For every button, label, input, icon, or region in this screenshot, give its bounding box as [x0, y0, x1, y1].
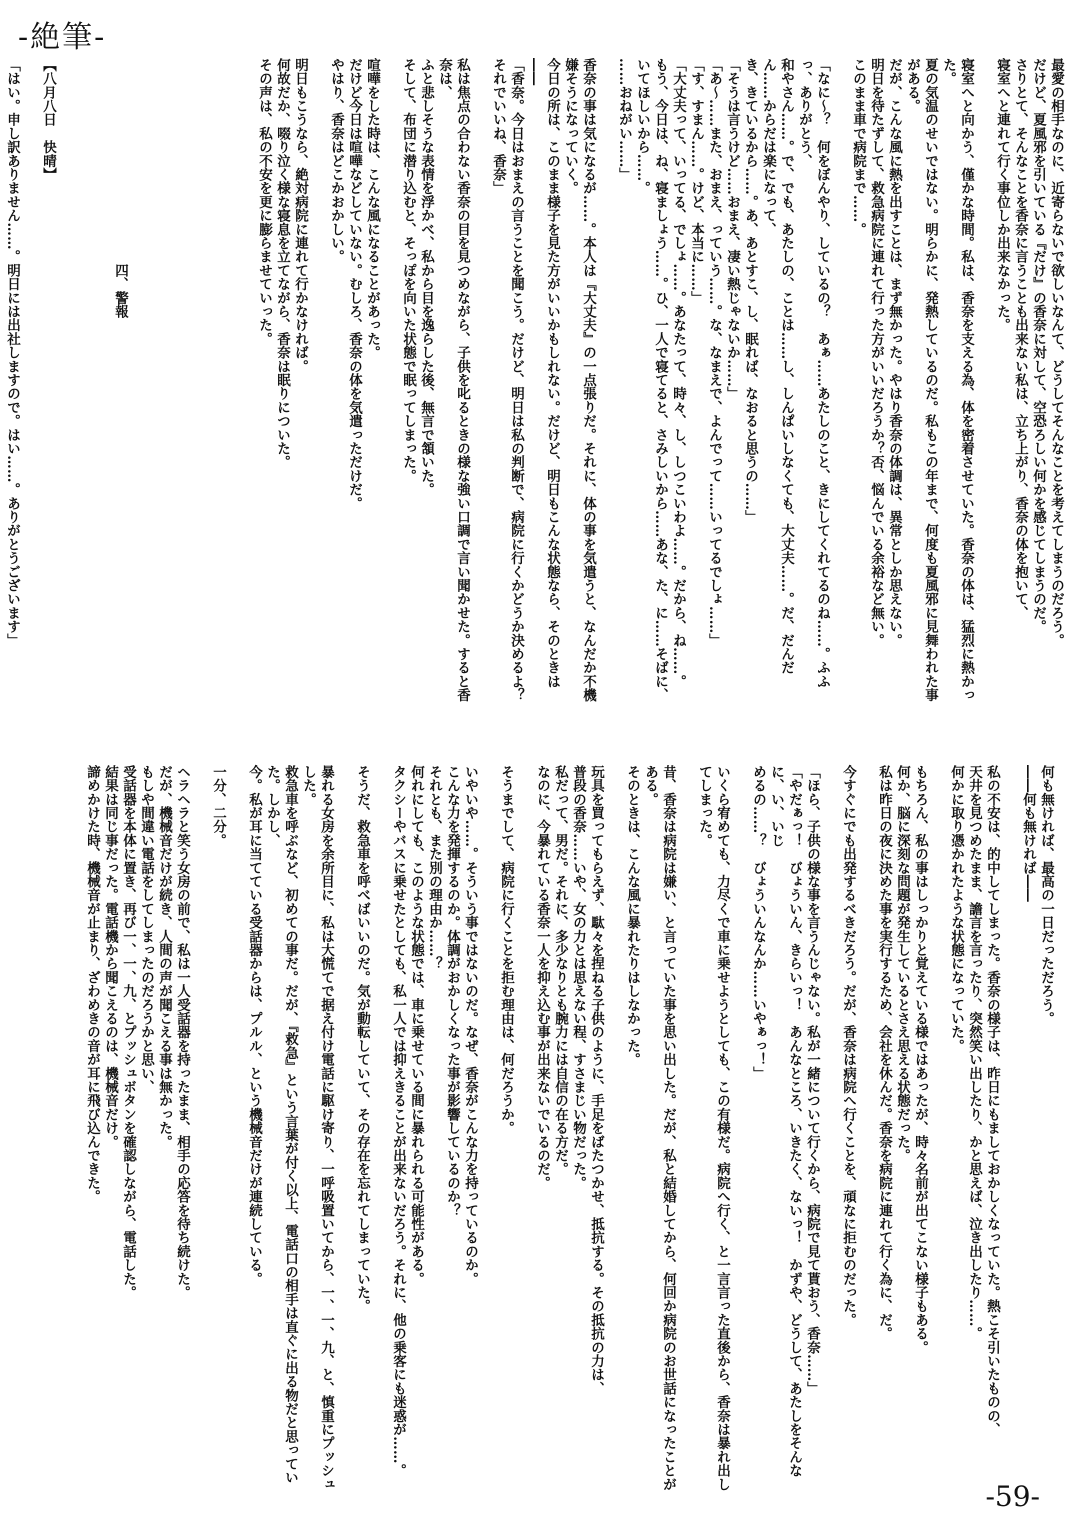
page-number: -59-: [985, 1480, 1040, 1513]
page-header: -絶筆-: [18, 20, 107, 55]
upper-text-block: 最愛の相手なのに、近寄らないで欲しいなんて、どうしてそんなことを考えてしまうのだろう。 だけど、夏風邪を引いている『だけ』の香奈に対して、空恐ろしい何かを感じてしまうのだ。 さりとて、そんなことを香奈に言うことも出来ない私は、立ち上がり、香奈の体を抱いて、 寝室へと連れて行く事位しか出来なかった。 寝室へと向かう、僅かな時間。私は、香奈を支える為、体を密着させていた。香奈の体は、猛烈に熱かった。 夏の気温のせいではない。明らかに、発熱しているのだ。私もこの年まで、何度も夏風邪に見舞われた事がある。 だが、こんな風に熱を出すことは、まず無かった。やはり香奈の体調は、異常としか思えない。 明日を待たずして、救急病院に連れて行った方がいいだろうか？否、悩んでいる余裕など無い。 このまま車で病院まで……。 「なに～？ 何をぼんやり、しているの？ あぁ……あたしのこと、きにしてくれてるのね……。ふふっ、ありがとう、 和やさん……。で、でも、あたしの、ことは……し、しんぱいしなくても、大丈夫……。だ、だんだん……からだは楽になって、 き、きているから……。あ、あとすこ、し、眠れば、なおると思うの……」 「そうは言うけど……おまえ、凄い熱じゃないか……」 「あ～……また、おまえ、っていう……。な、なまえで、よんでって……いってるでしょ……」 「す、すまん……。けど、本当に……」 「大丈夫って、いってる、でしょ……。あなたって、時々、し、しつこいわよ……。だから、ね……。 もう、今日は、ね、寝ましょう……。ひ、一人で寝てると、さみしいから……あな、た、に……そばに、いてほしいから……。 ……おねがい……」 香奈の事は気になるが……。本人は『大丈夫』の一点張りだ。それに、体の事を気遣うと、なんだか不機嫌そうになっていく。 今日の所は、このまま様子を見た方がいいかもしれない。だけど、明日もこんな状態なら、そのときは―― 「香奈。今日はおまえの言うことを聞こう。だけど、明日は私の判断で、病院に行くかどうか決めるよ？ それでいいね、香奈」 私は焦点の合わない香奈の目を見つめながら、子供を叱るときの様な強い口調で言い聞かせた。すると香奈は、 ふと悲しそうな表情を浮かべ、私から目を逸らした後、無言で頷いた。 そして、布団に潜り込むと、そっぽを向いた状態で眠ってしまった。 喧嘩をした時は、こんな風になることがあった。 だけど今日は喧嘩などしていない。むしろ、香奈の体を気遣っただけだ。 やはり、香奈はどこかおかしい。 明日もこうなら、絶対病院に連れて行かなければ。 何故だか、啜り泣く様な寝息を立てながら、香奈は眠りについた。 その声は、私の不安を更に膨らませていった。 四、警報 【八月八日 快晴】 「はい。申し訳ありません……。明日には出社しますので。はい……。ありがとうございます」: [4, 58, 1064, 702]
lower-text-block: 何も無ければ、最高の一日だっただろう。 ――何も無ければ―― 私の不安は、的中してしまった。香奈の様子は、昨日にもましておかしくなっていた。熱こそ引いたものの、 天井を見つめたまま、譫言を言ったり、突然笑い出したり、かと思えば、泣き出したり……。 何かに取り憑かれたような状態になっていた。 もちろん、私の事はしっかりと覚えている様ではあったが、時々名前が出てこない様子もある。 何か、脳に深刻な問題が発生しているとさえ思える状態だった。 私は昨日の夜に決めた事を実行するため、会社を休んだ。香奈を病院に連れて行く為に、だ。 今すぐにでも出発するべきだろう。だが、香奈は病院へ行くことを、頑なに拒むのだった。 「ほら、子供の様な事を言うんじゃない。私が一緒について行くから、病院で見て貰おう、香奈……」 「やだぁっ！ びょういん、きらいっ！ あんなところ、いきたく、ないっ！ かずや、どうして、あたしをそんなに、い、いじ めるの……？ びょういんなんか……いやぁっ！」 いくら宥めても、力尽くで車に乗せようとしても、この有様だ。病院へ行く、と一言言った直後から、香奈は暴れ出してしまった。 昔、香奈は病院は嫌い、と言っていた事を思い出した。だが、私と結婚してから、何回か病院のお世話になったことがある。 そのときは、こんな風に暴れたりはしなかった。 玩具を買ってもらえず、駄々を捏ねる子供のように、手足をばたつかせ、抵抗する。その抵抗の力は、 普段の香奈……いや、女の力とは思えない程、すさまじい物だった。 私だって、男だ。それに、多少なりとも腕力には自信の在る方だ。 なのに、今暴れている香奈一人を抑え込む事が出来ないでいるのだ。 そうまでして、病院に行くことを拒む理由は、何だろうか。 いやいや……。そういう事ではないのだ。なぜ、香奈がこんな力を持っているのか。 こんな力を発揮するのか。体調がおかしくなった事が影響しているのか？ それとも、また別の理由か……？ 何れにしても、このような状態では、車に乗せている間に暴れられる可能性がある。 タクシーやバスに乗せたとしても、私一人では抑えきることが出来ないだろう。それに、他の乗客にも迷惑が……。 そうだ、救急車を呼べばいいのだ。気が動転していて、その存在を忘れてしまっていた。 暴れる女房を余所目に、私は大慌てで据え付け電話に駆け寄り、一呼吸置いてから、一、一、九、と、慎重にプッシュした。 救急車を呼ぶなど、初めての事だ。だが、『救急』という言葉が付く以上、電話口の相手は直ぐに出る物だと思っていた。しかし、 今。私が耳に当てている受話器からは、プルル、という機械音だけが連続している。 一分、二分。 ヘラヘラと笑う女房の前で、私は一人受話器を持ったまま、相手の応答を待ち続けた。 だが、機械音だけが続き、人間の声が聞こえる事は無かった。 もしや間違い電話をしてしまったのだろうかと思い、 受話器を本体に置き、再び一、一、九、とプッシュボタンを確認しながら、電話した。 結果は同じ事だった。電話機から聞こえるのは、機械音だけ。 諦めかけた時、機械音が止まり、ざわめきの音が耳に飛び込んできた。: [84, 765, 1054, 1492]
section-divider: [55, 745, 1055, 746]
